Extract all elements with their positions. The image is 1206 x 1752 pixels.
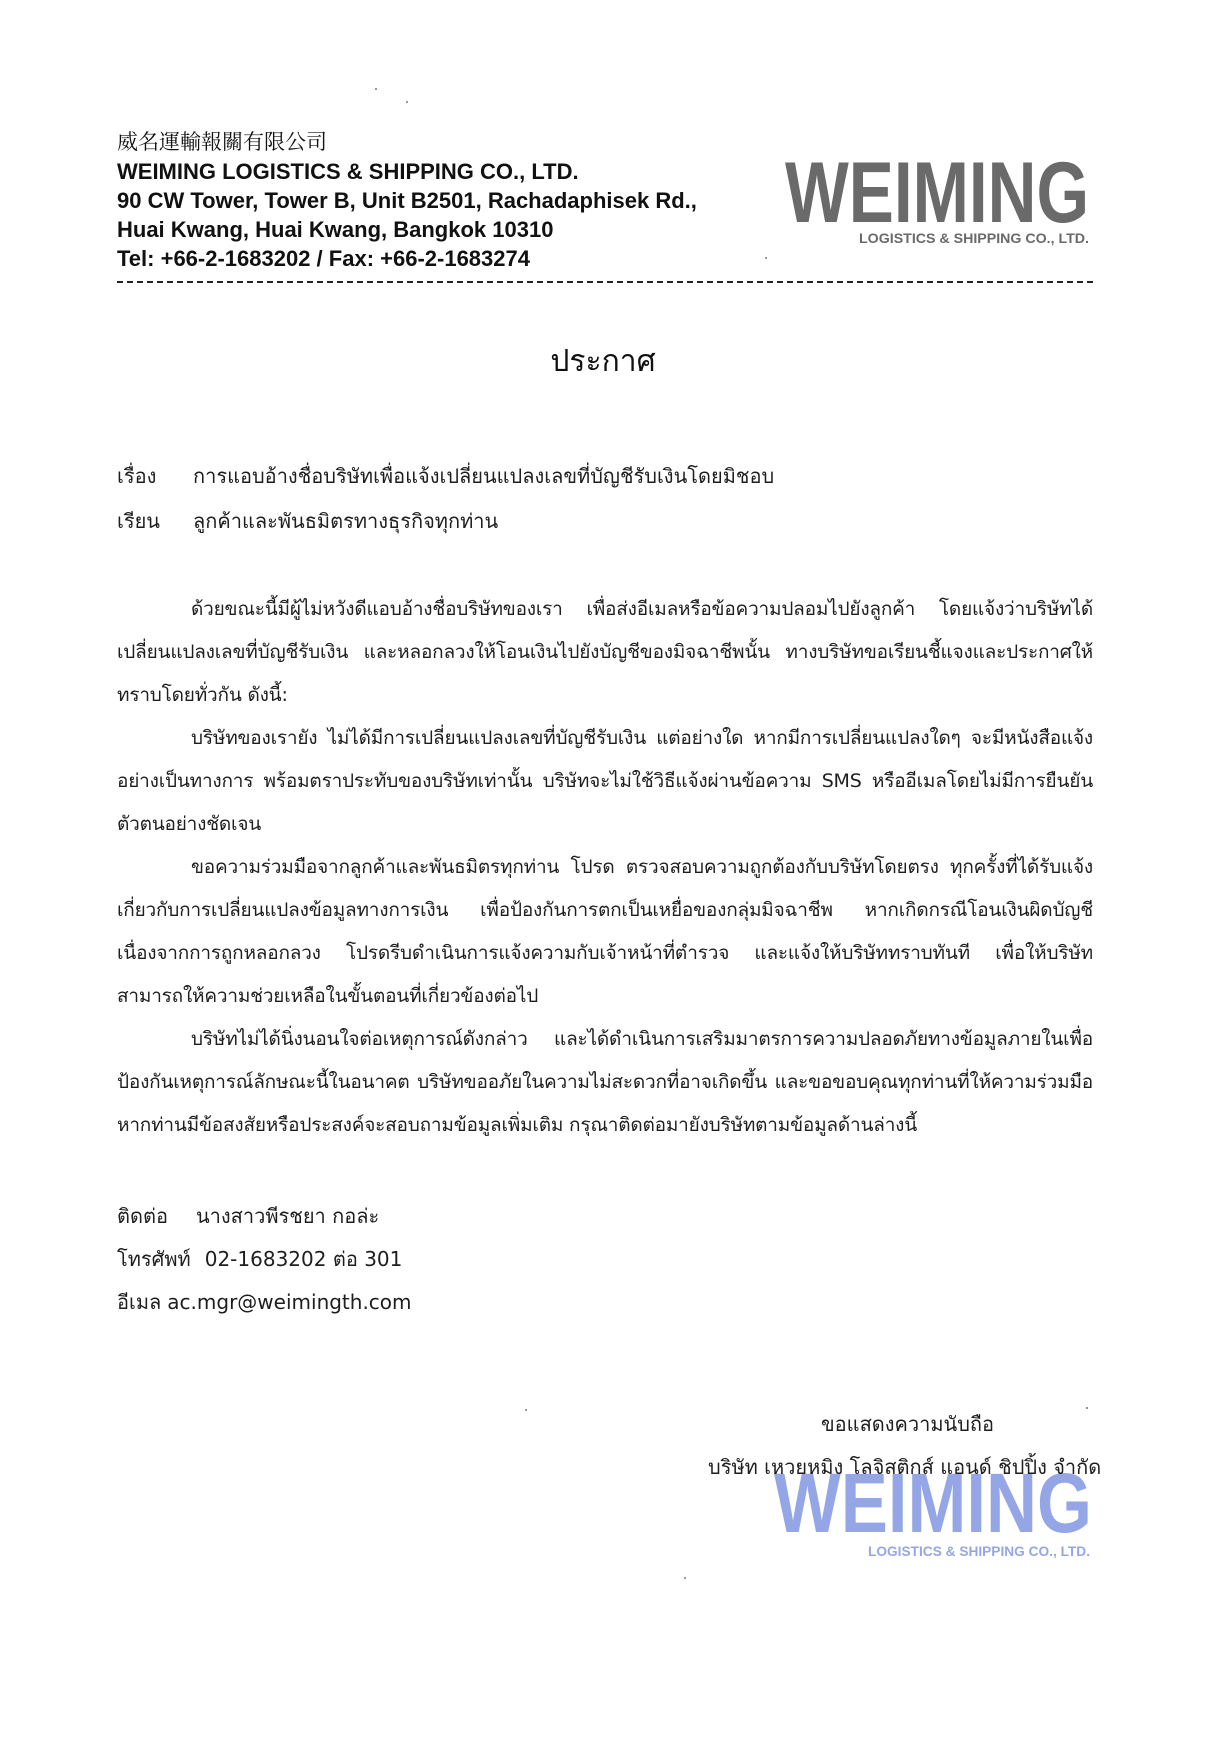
contact-name-row [117, 1195, 717, 1238]
scan-speck [684, 1577, 686, 1579]
scan-speck [406, 101, 408, 103]
body-paragraph: ด้วยขณะนี้มีผู้ไม่หวังดีแอบอ้างชื่อบริษัทของเรา เพื่อส่งอีเมลหรือข้อความปลอมไปยังลูกค้า โดยแจ้งว่าบริษัทได้เปลี่ยนแปลงเลขที่บัญชีรับเงิน และหลอกลวงให้โอนเงินไปยังบัญชีของมิจฉาชีพนั้น ทางบริษัทขอเรียนชี้แจงและประกาศให้ทราบโดยทั่วกัน ดังนี้: [117, 598, 1093, 706]
body-paragraph: ขอความร่วมมือจากลูกค้าและพันธมิตรทุกท่าน โปรด ตรวจสอบความถูกต้องกับบริษัทโดยตรง ทุกครั้งที่ได้รับแจ้งเกี่ยวกับการเปลี่ยนแปลงข้อมูลทางการเงิน เพื่อป้องกันการตกเป็นเหยื่อของกลุ่มมิจฉาชีพ หากเกิดกรณีโอนเงินผิดบัญชีเนื่องจากการถูกหลอกลวง โปรดรีบดำเนินการแจ้งความกับเจ้าหน้าที่ตำรวจ และแจ้งให้บริษัททราบทันที เพื่อให้บริษัทสามารถให้ความช่วยเหลือในขั้นตอนที่เกี่ยวข้องต่อไป [117, 856, 1093, 1007]
closing-company-name: บริษัท เหวยหมิง โลจิสติกส์ แอนด์ ชิปปิ้ง จำกัด [708, 1455, 1102, 1479]
scan-speck [375, 88, 377, 90]
company-logo [783, 152, 1093, 250]
company-address-line2: Huai Kwang, Huai Kwang, Bangkok 10310 [117, 217, 554, 242]
stamp-tagline: LOGISTICS & SHIPPING CO., LTD. [868, 1544, 1090, 1559]
recipient-label: เรียน [117, 509, 160, 533]
closing-regards: ขอแสดงความนับถือ [821, 1412, 995, 1436]
contact-email-label: อีเมล [117, 1290, 162, 1314]
contact-name-label: ติดต่อ [117, 1204, 168, 1228]
company-header [117, 128, 777, 273]
header-divider [117, 281, 1093, 283]
subject-line [117, 461, 1117, 491]
contact-phone-label: โทรศัพท์ [117, 1247, 191, 1271]
contact-phone-row [117, 1238, 717, 1281]
subject-text: การแอบอ้างชื่อบริษัทเพื่อแจ้งเปลี่ยนแปลงเลขที่บัญชีรับเงินโดยมิชอบ [193, 464, 775, 488]
body-paragraph: บริษัทของเรายัง ไม่ได้มีการเปลี่ยนแปลงเลขที่บัญชีรับเงิน แต่อย่างใด หากมีการเปลี่ยนแปลงใดๆ จะมีหนังสือแจ้งอย่างเป็นทางการ พร้อมตราประทับของบริษัทเท่านั้น บริษัทจะไม่ใช้วิธีแจ้งผ่านข้อความ SMS หรืออีเมลโดยไม่มีการยืนยันตัวตนอย่างชัดเจน [117, 727, 1093, 835]
scan-speck [765, 257, 767, 259]
contact-email-row [117, 1281, 717, 1324]
company-name-chinese: 威名運輸報關有限公司 [117, 130, 327, 154]
recipient-text: ลูกค้าและพันธมิตรทางธุรกิจทุกท่าน [193, 509, 499, 533]
page-title: ประกาศ [550, 344, 656, 379]
company-address-line1: 90 CW Tower, Tower B, Unit B2501, Rachadaphisek Rd., [117, 188, 697, 213]
scan-speck [1086, 1407, 1088, 1409]
scan-speck [525, 1409, 527, 1411]
recipient-line [117, 506, 1117, 536]
contact-block [117, 1195, 717, 1324]
contact-email: ac.mgr@weimingth.com [167, 1290, 412, 1314]
body-paragraph: บริษัทไม่ได้นิ่งนอนใจต่อเหตุการณ์ดังกล่าว และได้ดำเนินการเสริมมาตรการความปลอดภัยทางข้อมูลภายในเพื่อป้องกันเหตุการณ์ลักษณะนี้ในอนาคต บริษัทขออภัยในความไม่สะดวกที่อาจเกิดขึ้น และขอขอบคุณทุกท่านที่ให้ความร่วมมือ หากท่านมีข้อสงสัยหรือประสงค์จะสอบถามข้อมูลเพิ่มเติม กรุณาติดต่อมายังบริษัทตามข้อมูลด้านล่างนี้ [117, 1028, 1093, 1136]
contact-name: นางสาวพีรชยา กอล่ะ [195, 1204, 380, 1228]
company-tel-fax: Tel: +66-2-1683202 / Fax: +66-2-1683274 [117, 246, 530, 271]
announcement-body [117, 588, 1093, 1147]
logo-tagline: LOGISTICS & SHIPPING CO., LTD. [859, 231, 1089, 246]
subject-label: เรื่อง [117, 464, 157, 488]
logo-wordmark: WEIMING [785, 152, 1089, 241]
contact-phone: 02-1683202 ต่อ 301 [204, 1247, 403, 1271]
company-name-english: WEIMING LOGISTICS & SHIPPING CO., LTD. [117, 159, 579, 184]
stamp-wordmark: WEIMING [774, 1466, 1092, 1550]
